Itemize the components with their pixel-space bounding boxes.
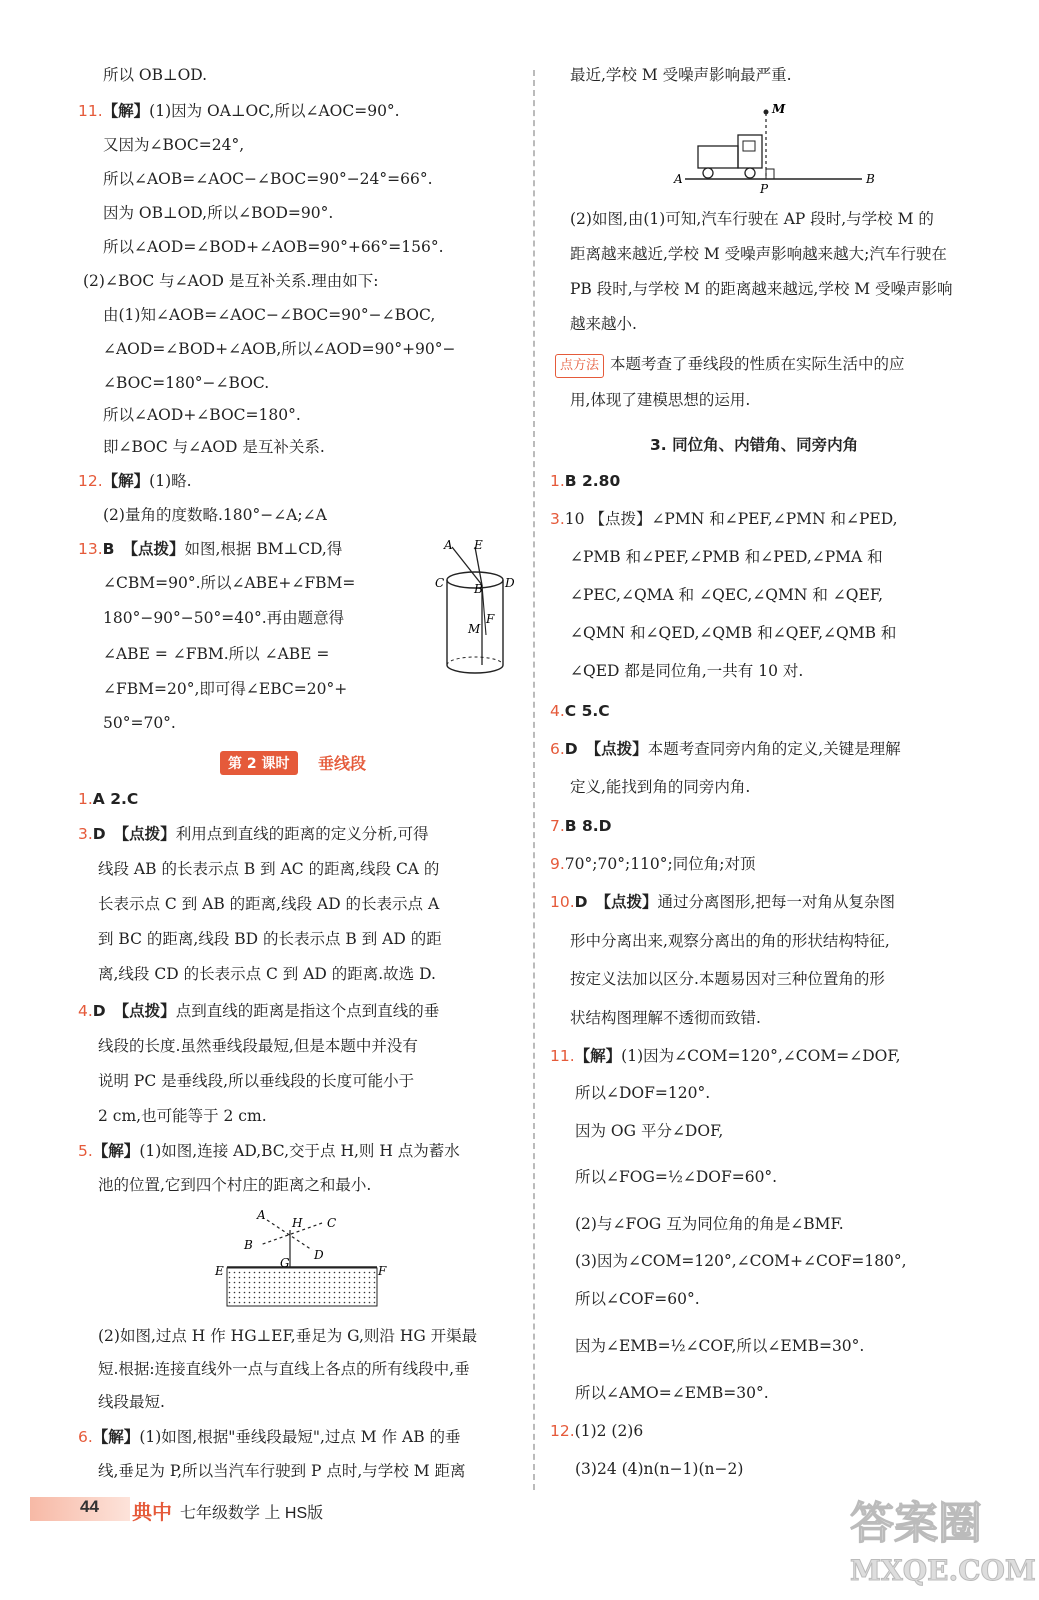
answer-choice: B	[102, 540, 115, 558]
column-divider	[533, 70, 535, 1490]
line-text: (1)2 (2)6	[574, 1422, 644, 1440]
left-line	[103, 372, 269, 394]
method-tag: 点方法	[555, 354, 604, 378]
left-line	[103, 64, 207, 86]
right-line	[575, 1250, 907, 1272]
question-number: 10.	[550, 893, 575, 911]
line-text: ∠CBM=90°.所以∠ABE+∠FBM=	[103, 574, 356, 592]
figure-13-cylinder	[430, 535, 520, 685]
left-line	[103, 338, 456, 360]
line-text: 因为∠EMB=½∠COF,所以∠EMB=30°.	[575, 1337, 865, 1355]
right-line	[570, 968, 885, 990]
right-line	[570, 278, 953, 300]
right-line	[570, 776, 750, 798]
line-text: 70°;70°;110°;同位角;对顶	[564, 855, 756, 873]
left-line	[103, 304, 435, 326]
fig5-label-h: H	[292, 1216, 303, 1230]
fig13-label-f: F	[486, 612, 495, 626]
left-line	[98, 1391, 165, 1413]
left-line	[78, 1140, 460, 1162]
fig13-label-c: C	[435, 576, 445, 590]
footer-book-title: 七年级数学 上 HS版	[180, 1505, 324, 1522]
question-number: 1.	[550, 472, 565, 490]
line-text: (2)量角的度数略.180°−∠A;∠A	[103, 506, 327, 524]
right-line	[570, 930, 890, 952]
right-line	[550, 815, 612, 837]
right-line	[570, 208, 934, 230]
left-line	[78, 823, 429, 845]
fig6-label-b: B	[866, 172, 875, 186]
fig5-label-a: A	[257, 1208, 266, 1222]
right-line	[550, 853, 755, 875]
line-text: (2)∠BOC 与∠AOD 是互补关系.理由如下:	[83, 272, 379, 290]
question-number: 3.	[78, 825, 93, 843]
fig13-label-b: B	[474, 582, 483, 596]
line-text: 2 cm,也可能等于 2 cm.	[98, 1107, 267, 1125]
right-line	[575, 1458, 743, 1480]
line-text: 线段最短.	[98, 1393, 165, 1411]
left-line	[103, 504, 327, 526]
line-text: 离,线段 CD 的长表示点 C 到 AD 的距离.故选 D.	[98, 965, 436, 983]
left-line	[98, 893, 439, 915]
line-text: ∠PEC,∠QMA 和 ∠QEC,∠QMN 和 ∠QEF,	[570, 586, 884, 604]
right-line	[570, 584, 883, 606]
line-text: (1)略.	[149, 472, 192, 490]
tag-label: 【解】	[102, 102, 150, 120]
line-text: ∠BOC=180°−∠BOC.	[103, 374, 270, 392]
line-text: 点到直线的距离是指这个点到直线的垂	[175, 1002, 440, 1020]
right-line	[570, 660, 803, 682]
left-line	[103, 236, 444, 258]
left-line	[103, 607, 344, 629]
left-line	[98, 928, 442, 950]
line-text: 所以∠DOF=120°.	[575, 1084, 711, 1102]
line-text: 定义,能找到角的同旁内角.	[570, 778, 751, 796]
line-text: 池的位置,它到四个村庄的距离之和最小.	[98, 1176, 372, 1194]
line-text: 最近,学校 M 受噪声影响最严重.	[570, 66, 792, 84]
question-number: 9.	[550, 855, 565, 873]
line-text: 因为 OG 平分∠DOF,	[575, 1122, 724, 1140]
right-line	[550, 891, 895, 913]
left-line	[98, 1035, 418, 1057]
left-line	[78, 470, 192, 492]
line-text: 长表示点 C 到 AB 的距离,线段 AD 的长表示点 A	[98, 895, 440, 913]
fig6-label-m: M	[772, 102, 786, 116]
line-text: 本题考查了垂线段的性质在实际生活中的应	[610, 355, 905, 373]
right-line	[550, 738, 901, 760]
right-line	[570, 64, 792, 86]
line-text: 所以∠AOD=∠BOD+∠AOB=90°+66°=156°.	[103, 238, 444, 256]
left-line	[98, 858, 439, 880]
left-line	[78, 1000, 439, 1022]
left-line	[103, 643, 329, 665]
line-text: 所以∠AOB=∠AOC−∠BOC=90°−24°=66°.	[103, 170, 433, 188]
left-line	[78, 1426, 461, 1448]
question-number: 1.	[78, 790, 93, 808]
right-line	[570, 1007, 761, 1029]
tag-label: 【解】	[92, 1142, 140, 1160]
line-text: 按定义法加以区分.本题易因对三种位置角的形	[570, 970, 885, 988]
left-line	[78, 100, 400, 122]
right-line	[550, 700, 610, 722]
line-text: B 8.D	[564, 817, 612, 835]
question-number: 4.	[550, 702, 565, 720]
left-line	[103, 168, 433, 190]
line-text: 线段 AB 的长表示点 B 到 AC 的距离,线段 CA 的	[98, 860, 440, 878]
tag-label: 【点拨】	[122, 540, 185, 558]
line-text: (1)因为 OA⊥OC,所以∠AOC=90°.	[149, 102, 400, 120]
line-text: ∠QED 都是同位角,一共有 10 对.	[570, 662, 804, 680]
line-text: 所以∠AMO=∠EMB=30°.	[575, 1384, 769, 1402]
right-line	[550, 508, 898, 530]
left-line	[103, 678, 347, 700]
line-text: PB 段时,与学校 M 的距离越来越远,学校 M 受噪声影响	[570, 280, 953, 298]
question-number: 12.	[550, 1422, 575, 1440]
left-line	[98, 1460, 466, 1482]
line-text: 短.根据:连接直线外一点与直线上各点的所有线段中,垂	[98, 1360, 470, 1378]
tag-label: 【解】	[92, 1428, 140, 1446]
right-line	[550, 470, 620, 492]
fig5-label-b: B	[244, 1238, 253, 1252]
tag-label: 【解】	[574, 1047, 622, 1065]
line-text: 如图,根据 BM⊥CD,得	[184, 540, 343, 558]
line-text: 180°−90°−50°=40°.再由题意得	[103, 609, 345, 627]
line-text: ∠AOD=∠BOD+∠AOB,所以∠AOD=90°+90°−	[103, 340, 456, 358]
line-text: 利用点到直线的距离的定义分析,可得	[175, 825, 429, 843]
left-line	[98, 1105, 267, 1127]
watermark-text: 答案圈	[850, 1498, 982, 1549]
answer-choice: D	[574, 893, 588, 911]
fig5-label-c: C	[327, 1216, 337, 1230]
right-line	[575, 1382, 769, 1404]
fig13-label-d: D	[505, 576, 515, 590]
line-text: 所以 OB⊥OD.	[103, 66, 208, 84]
line-text: 线,垂足为 P,所以当汽车行驶到 P 点时,与学校 M 距离	[98, 1462, 466, 1480]
question-number: 4.	[78, 1002, 93, 1020]
fig13-label-m: M	[468, 622, 481, 636]
line-text: (1)因为∠COM=120°,∠COM=∠DOF,	[621, 1047, 901, 1065]
watermark-url: MXQE.COM	[850, 1554, 1036, 1587]
fig5-label-g: G	[280, 1256, 290, 1270]
line-text: 由(1)知∠AOB=∠AOC−∠BOC=90°−∠BOC,	[103, 306, 436, 324]
question-number: 13.	[78, 540, 103, 558]
left-line	[98, 1358, 470, 1380]
line-text: 所以∠COF=60°.	[575, 1290, 700, 1308]
right-line	[575, 1120, 723, 1142]
line-text: 距离越来越近,学校 M 受噪声影响越来越大;汽车行驶在	[570, 245, 947, 263]
line-text: 用,体现了建模思想的运用.	[570, 391, 751, 409]
left-line	[98, 1070, 414, 1092]
line-text: (2)如图,由(1)可知,汽车行驶在 AP 段时,与学校 M 的	[570, 210, 934, 228]
fig13-label-e: E	[474, 538, 483, 552]
line-text: 10 【点拨】∠PMN 和∠PEF,∠PMN 和∠PED,	[564, 510, 898, 528]
line-text: 因为 OB⊥OD,所以∠BOD=90°.	[103, 204, 334, 222]
question-number: 11.	[78, 102, 103, 120]
left-line	[98, 963, 436, 985]
line-text: 说明 PC 是垂线段,所以垂线段的长度可能小于	[98, 1072, 415, 1090]
line-text: 形中分离出来,观察分离出的角的形状结构特征,	[570, 932, 890, 950]
line-text: (2)如图,过点 H 作 HG⊥EF,垂足为 G,则沿 HG 开渠最	[98, 1327, 478, 1345]
line-text: ∠FBM=20°,即可得∠EBC=20°+	[103, 680, 348, 698]
line-text: 即∠BOC 与∠AOD 是互补关系.	[103, 438, 325, 456]
left-line	[98, 1325, 477, 1347]
left-line	[98, 1174, 371, 1196]
line-text: 到 BC 的距离,线段 BD 的长表示点 B 到 AD 的距	[98, 930, 442, 948]
question-number: 3.	[550, 510, 565, 528]
right-line	[575, 1082, 710, 1104]
line-text: 线段的长度.虽然垂线段最短,但是本题中并没有	[98, 1037, 418, 1055]
line-text: 通过分离图形,把每一对角从复杂图	[657, 893, 895, 911]
left-line	[103, 134, 244, 156]
line-text: 50°=70°.	[103, 714, 176, 732]
figure-5-canal	[212, 1205, 392, 1313]
fig6-label-a: A	[674, 172, 683, 186]
line-text: ∠QMN 和∠QED,∠QMB 和∠QEF,∠QMB 和	[570, 624, 897, 642]
right-line	[575, 1166, 777, 1188]
left-line	[103, 404, 301, 426]
line-text: 所以∠AOD+∠BOC=180°.	[103, 406, 301, 424]
question-number: 7.	[550, 817, 565, 835]
left-line	[103, 436, 325, 458]
tag-label: 【点拨】	[113, 825, 176, 843]
left-line	[83, 270, 379, 292]
right-line	[550, 1045, 901, 1067]
right-line	[575, 1213, 844, 1235]
right-line	[570, 546, 883, 568]
line-text: ∠PMB 和∠PEF,∠PMB 和∠PED,∠PMA 和	[570, 548, 883, 566]
line-text: A 2.C	[92, 790, 139, 808]
question-number: 5.	[78, 1142, 93, 1160]
line-text: (3)24 (4)n(n−1)(n−2)	[575, 1460, 744, 1478]
fig5-label-f: F	[378, 1264, 387, 1278]
right-line	[570, 622, 896, 644]
line-text: (1)如图,根据"垂线段最短",过点 M 作 AB 的垂	[139, 1428, 461, 1446]
section-heading: 3. 同位角、内错角、同旁内角	[650, 436, 859, 454]
right-line	[555, 353, 905, 378]
line-text: (3)因为∠COM=120°,∠COM+∠COF=180°,	[575, 1252, 907, 1270]
watermark-logo	[840, 1480, 1036, 1590]
left-line	[103, 202, 333, 224]
line-text: B 2.80	[564, 472, 621, 490]
line-text: 所以∠FOG=½∠DOF=60°.	[575, 1168, 778, 1186]
tag-label: 【点拨】	[585, 740, 648, 758]
line-text: C 5.C	[564, 702, 610, 720]
left-line	[103, 572, 355, 594]
line-text: ∠ABE = ∠FBM.所以 ∠ABE =	[103, 645, 330, 663]
brand-logo: 典中	[132, 1500, 172, 1524]
line-text: 状结构图理解不透彻而致错.	[570, 1009, 761, 1027]
fig5-label-d: D	[314, 1248, 324, 1262]
question-number: 11.	[550, 1047, 575, 1065]
question-number: 6.	[78, 1428, 93, 1446]
right-line	[575, 1335, 864, 1357]
fig5-label-e: E	[215, 1264, 224, 1278]
line-text: (1)如图,连接 AD,BC,交于点 H,则 H 点为蓄水	[139, 1142, 460, 1160]
lesson-title: 垂线段	[318, 754, 367, 773]
right-line	[575, 1288, 700, 1310]
line-text: 本题考查同旁内角的定义,关键是理解	[647, 740, 901, 758]
question-number: 6.	[550, 740, 565, 758]
line-text: (2)与∠FOG 互为同位角的角是∠BMF.	[575, 1215, 844, 1233]
tag-label: 【点拨】	[113, 1002, 176, 1020]
figure-6-truck	[670, 95, 890, 195]
page-number: 44	[80, 1497, 99, 1516]
tag-label: 【解】	[102, 472, 150, 490]
right-line	[570, 243, 947, 265]
fig13-label-a: A	[444, 538, 453, 552]
lesson-badge: 第 2 课时	[220, 751, 298, 775]
answer-choice: D	[564, 740, 578, 758]
right-line	[570, 389, 750, 411]
right-line	[550, 1420, 643, 1442]
right-line	[570, 313, 637, 335]
answer-choice: D	[92, 825, 106, 843]
left-line	[103, 712, 176, 734]
left-line	[78, 788, 138, 810]
fig6-label-p: P	[760, 182, 769, 196]
line-text: 又因为∠BOC=24°,	[103, 136, 245, 154]
line-text: 越来越小.	[570, 315, 637, 333]
answer-choice: D	[92, 1002, 106, 1020]
left-line	[78, 538, 342, 560]
tag-label: 【点拨】	[595, 893, 658, 911]
question-number: 12.	[78, 472, 103, 490]
